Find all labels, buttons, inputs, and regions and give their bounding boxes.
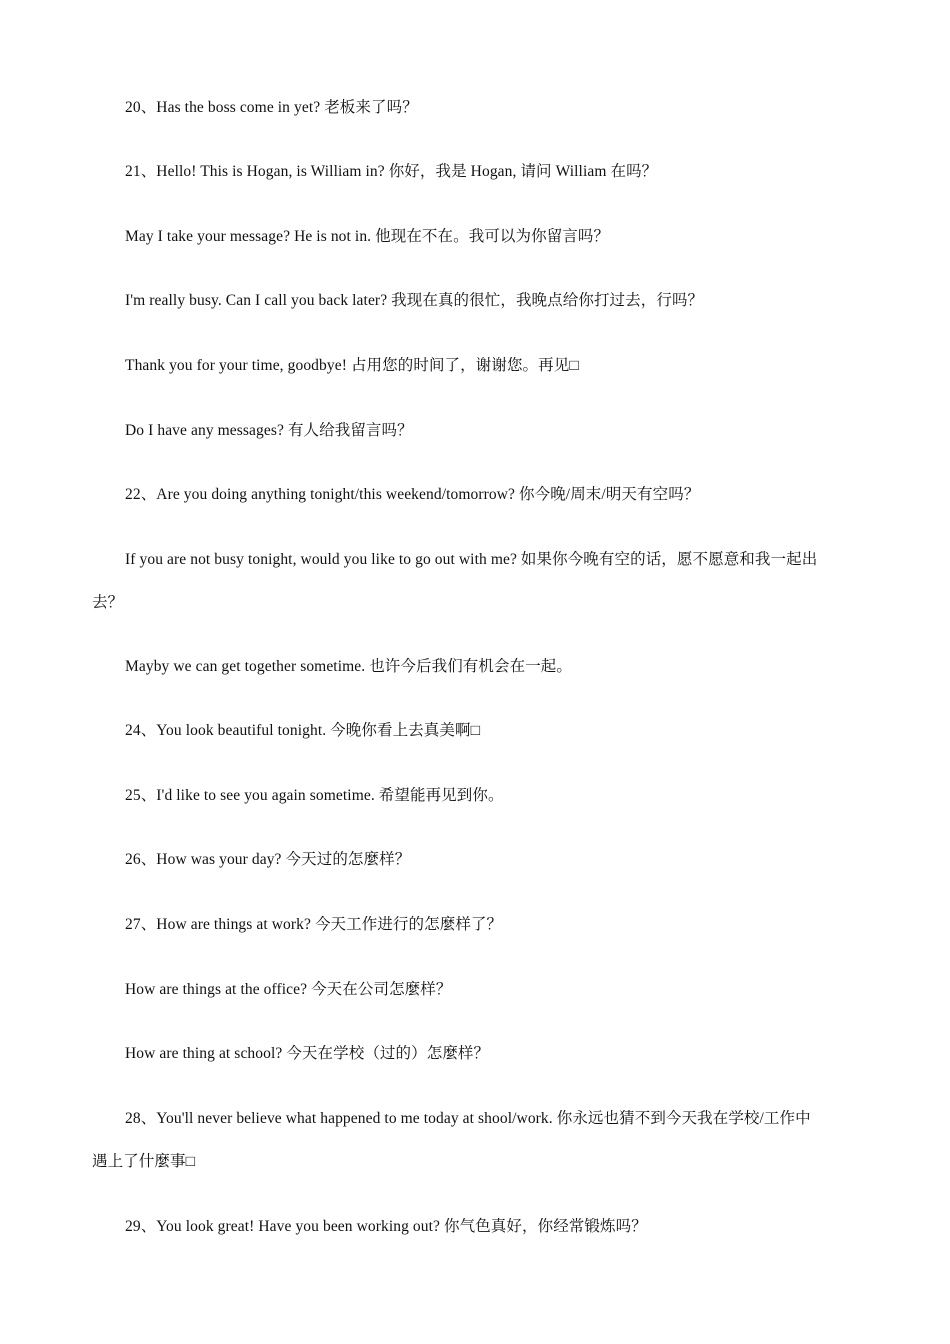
- phrase-line-26: 26、How was your day? 今天过的怎麼样？: [125, 851, 411, 868]
- phrase-line-27c: How are thing at school? 今天在学校（过的）怎麼样？: [125, 1045, 490, 1062]
- phrase-line-22b-continued: 去？: [92, 594, 124, 611]
- phrase-line-24: 24、You look beautiful tonight. 今晚你看上去真美啊□: [125, 722, 481, 739]
- phrase-line-28: 28、You'll never believe what happened to me today at shool/work. 你永远也猜不到今天我在学校/工作中: [125, 1110, 811, 1127]
- phrase-line-29: 29、You look great! Have you been working out? 你气色真好，你经常锻炼吗？: [125, 1218, 647, 1235]
- phrase-line-25: 25、I'd like to see you again sometime. 希望能再见到你。: [125, 787, 504, 804]
- phrase-line-21c: I'm really busy. Can I call you back later? 我现在真的很忙，我晚点给你打过去，行吗？: [125, 292, 704, 309]
- phrase-line-28-continued: 遇上了什麼事□: [92, 1153, 196, 1170]
- phrase-line-21b: May I take your message? He is not in. 他现在不在。我可以为你留言吗？: [125, 228, 610, 245]
- phrase-line-20: 20、Has the boss come in yet? 老板来了吗？: [125, 99, 418, 116]
- phrase-line-21d: Thank you for your time, goodbye! 占用您的时间了，谢谢您。再见□: [125, 357, 579, 374]
- phrase-line-27b: How are things at the office? 今天在公司怎麼样？: [125, 981, 452, 998]
- phrase-line-22b: If you are not busy tonight, would you like to go out with me? 如果你今晚有空的话，愿不愿意和我一起出: [125, 551, 818, 568]
- phrase-line-21: 21、Hello! This is Hogan, is William in? 你好，我是 Hogan, 请问 William 在吗？: [125, 163, 658, 180]
- phrase-line-21e: Do I have any messages? 有人给我留言吗？: [125, 422, 413, 439]
- phrase-line-22c: Mayby we can get together sometime. 也许今后我们有机会在一起。: [125, 658, 573, 675]
- phrase-line-27: 27、How are things at work? 今天工作进行的怎麼样了？: [125, 916, 503, 933]
- phrase-line-22: 22、Are you doing anything tonight/this weekend/tomorrow? 你今晚/周末/明天有空吗？: [125, 486, 700, 503]
